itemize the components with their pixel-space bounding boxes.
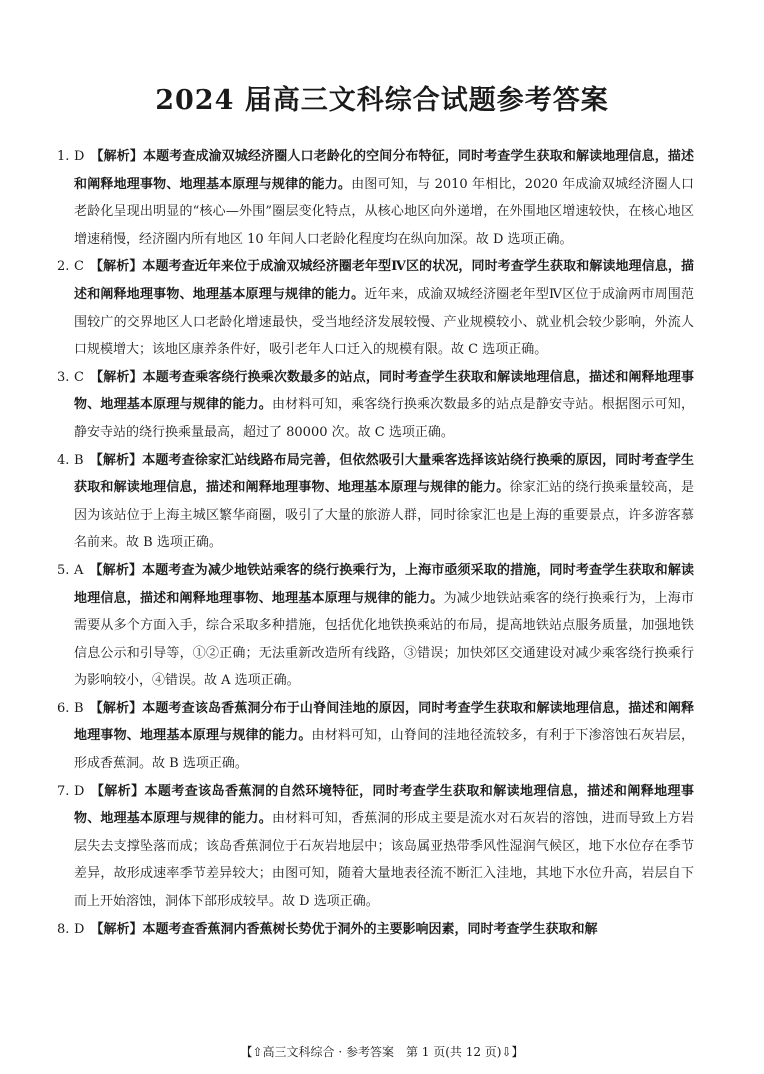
item-body: 由材料可知，香蕉洞的形成主要是流水对石灰岩的溶蚀，进而导致上方岩层失去支撑坠落而成；该岛香蕉洞位于石灰岩地层中；该岛属亚热带季风性湿润气候区，地下水位存在季节差异，故形成速率季节差异较大；由图可知，随着大量地表径流不断汇入洼地，其地下水位升高，岩层自下而上开始溶蚀，洞体下部形成较早。故 D 选项正确。 (74, 811, 694, 910)
item-number: 4. (57, 452, 70, 468)
item-tag: 【解析】 (90, 149, 144, 164)
item-tag: 【解析】 (89, 259, 143, 275)
item-body: 由材料可知，乘客绕行换乘次数最多的站点是静安寺站。根据图示可知，静安寺站的绕行换乘量最高，超过了 80000 次。故 C 选项正确。 (74, 397, 694, 440)
answer-item (57, 447, 694, 557)
item-answer: A (74, 562, 84, 578)
item-answer: D (74, 783, 85, 799)
item-tag: 【解析】 (90, 921, 143, 937)
item-lead: 本题考查该岛香蕉洞的自然环境特征，同时考查学生获取和解读地理信息，描述和阐释地理事物、地理基本原理与规律的能力。 (74, 783, 694, 827)
item-tag: 【解析】 (89, 562, 143, 578)
item-answer: D (74, 921, 85, 937)
page-footer: 【⇧高三文科综合 · 参考答案 第 1 页(共 12 页)⇩】 (240, 1045, 524, 1059)
item-body: 徐家汇站的绕行换乘量较高，是因为该站位于上海主城区繁华商圈，吸引了大量的旅游人群，同时徐家汇也是上海的重要景点，许多游客慕名前来。故 B 选项正确。 (74, 480, 694, 551)
item-number: 7. (57, 783, 70, 799)
item-tag: 【解析】 (89, 369, 143, 385)
item-answer: D (74, 149, 85, 164)
item-number: 1. (57, 149, 70, 164)
answer-item (57, 143, 694, 253)
page-title: 2024 届高三文科综合试题参考答案 (155, 85, 609, 116)
item-lead: 本题考查香蕉洞内香蕉树长势优于洞外的主要影响因素，同时考查学生获取和解 (142, 921, 598, 937)
item-tag: 【解析】 (89, 700, 143, 716)
item-body: 由材料可知，山脊间的洼地径流较多，有利于下渗溶蚀石灰岩层，形成香蕉洞。故 B 选项正确。 (74, 728, 694, 772)
answer-item (57, 916, 694, 944)
answer-list (57, 143, 694, 943)
item-lead: 本题考查该岛香蕉洞分布于山脊间洼地的原因，同时考查学生获取和解读地理信息，描述和阐释地理事物、地理基本原理与规律的能力。 (74, 700, 694, 744)
answer-item (57, 778, 694, 916)
item-answer: C (74, 369, 84, 385)
item-tag: 【解析】 (89, 452, 143, 468)
item-lead: 本题考查近年来位于成渝双城经济圈老年型Ⅳ区的状况，同时考查学生获取和解读地理信息，描述和阐释地理事物、地理基本原理与规律的能力。 (74, 259, 694, 302)
item-body: 由图可知，与 2010 年相比，2020 年成渝双城经济圈人口老龄化呈现出明显的“核心—外围”圈层变化特点，从核心地区向外递增，在外围地区增速较快，在核心地区增速稍慢，经济圈内所有地区 10 年间人口老龄化程度均在纵向加深。故 D 选项正确。 (74, 176, 694, 247)
item-lead: 本题考查为减少地铁站乘客的绕行换乘行为，上海市亟须采取的措施，同时考查学生获取和解读地理信息，描述和阐释地理事物、地理基本原理与规律的能力。 (74, 562, 694, 606)
item-number: 5. (57, 562, 70, 578)
answer-item (57, 695, 694, 778)
item-body: 近年来，成渝双城经济圈老年型Ⅳ区位于成渝两市周围范围较广的交界地区人口老龄化增速最快，受当地经济发展较慢、产业规模较小、就业机会较少影响，外流人口规模增大；该地区康养条件好，吸引老年人口迁入的规模有限。故 C 选项正确。 (74, 286, 694, 358)
item-body: 为减少地铁站乘客的绕行换乘行为，上海市需要从多个方面入手，综合采取多种措施，包括优化地铁换乘站的布局，提高地铁站点服务质量，加强地铁信息公示和引导等，①②正确；无法重新改造所有线路，③错误；加快郊区交通建设对减少乘客绕行换乘行为影响较小，④错误。故 A 选项正确。 (74, 590, 694, 689)
item-lead: 本题考查成渝双城经济圈人口老龄化的空间分布特征，同时考查学生获取和解读地理信息，描述和阐释地理事物、地理基本原理与规律的能力。 (74, 149, 694, 192)
answer-item (57, 557, 694, 695)
item-answer: B (74, 452, 84, 468)
answer-item (57, 253, 694, 363)
item-number: 6. (57, 700, 70, 716)
item-number: 2. (57, 259, 70, 275)
item-number: 8. (57, 921, 70, 937)
item-answer: B (74, 700, 84, 716)
item-tag: 【解析】 (90, 783, 145, 799)
item-lead: 本题考查徐家汇站线路布局完善，但依然吸引大量乘客选择该站绕行换乘的原因，同时考查学生获取和解读地理信息，描述和阐释地理事物、地理基本原理与规律的能力。 (74, 452, 694, 496)
item-answer: C (74, 259, 84, 275)
item-number: 3. (57, 369, 70, 385)
answer-item (57, 364, 694, 447)
item-lead: 本题考查乘客绕行换乘次数最多的站点，同时考查学生获取和解读地理信息，描述和阐释地理事物、地理基本原理与规律的能力。 (74, 369, 694, 413)
